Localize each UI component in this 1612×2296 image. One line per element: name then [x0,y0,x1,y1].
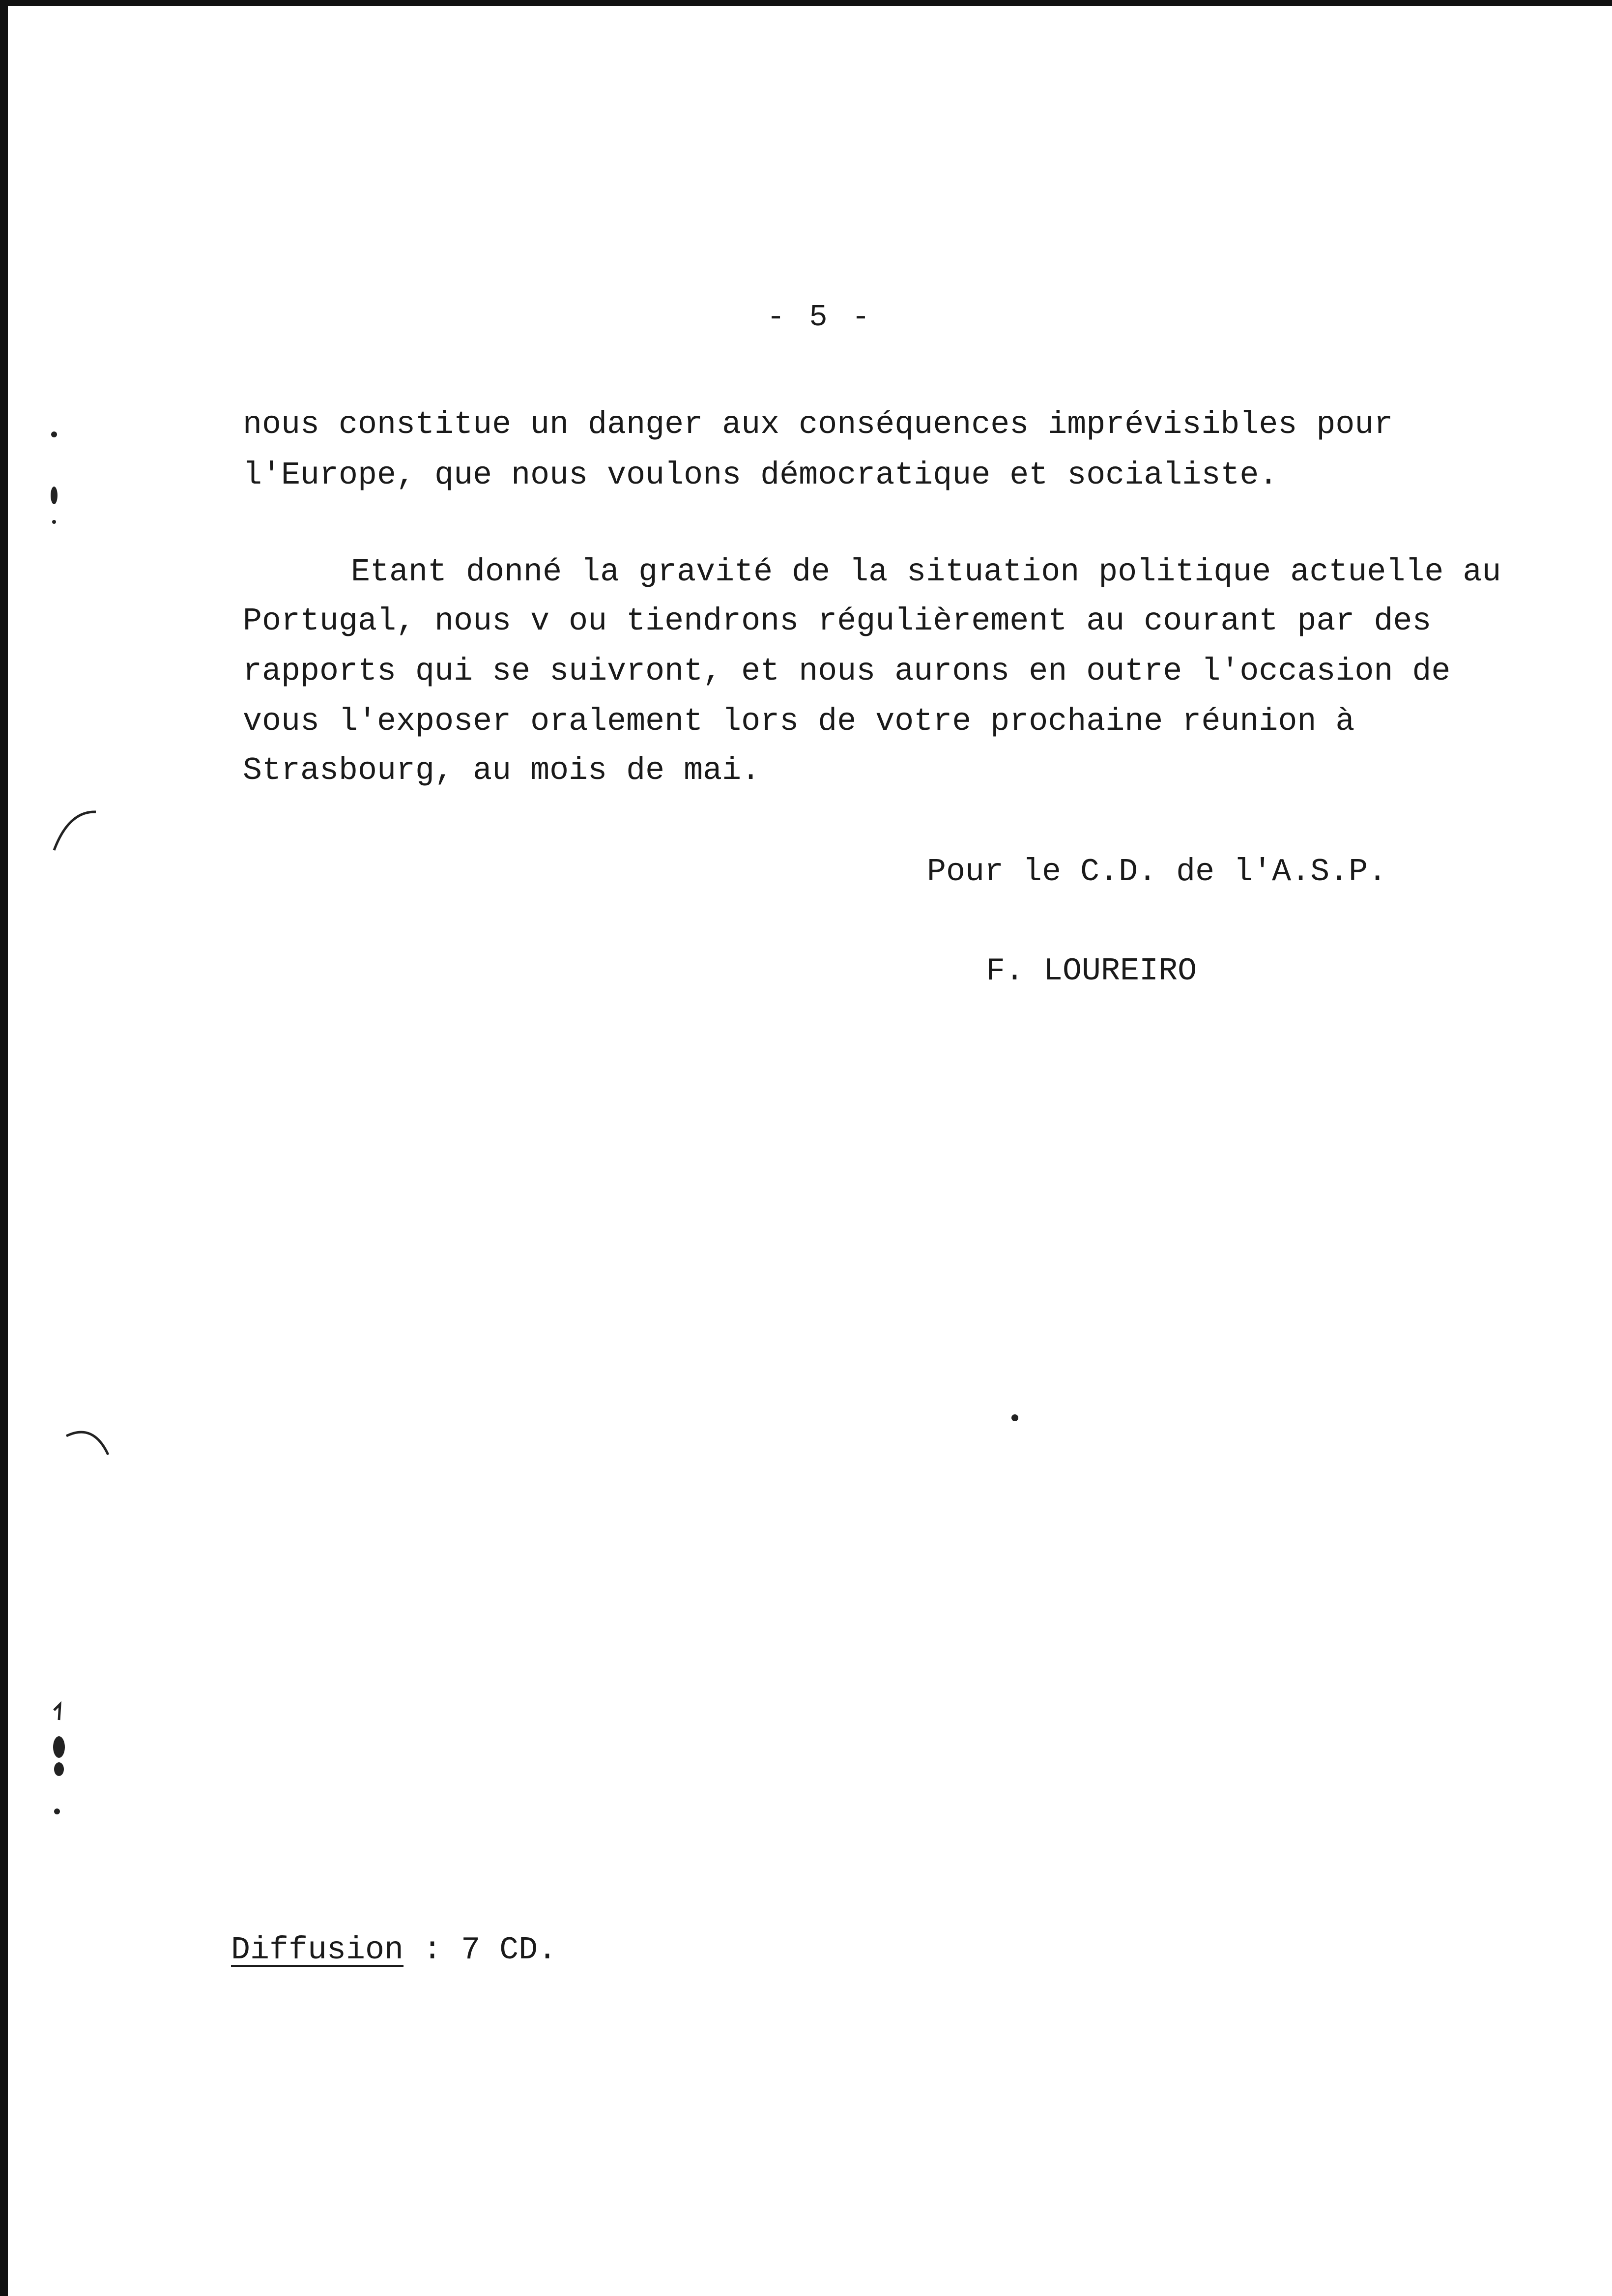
paragraph-2-line-3: rapports qui se suivront, et nous aurons en outre l'occasion de [243,653,1451,689]
scan-arc-mark-upper [49,806,103,855]
diffusion-line [231,1934,557,1966]
scan-arc-mark-lower [64,1425,118,1460]
page-number: - 5 - [767,300,873,335]
signature-for-line: Pour le C.D. de l'A.S.P. [927,854,1387,890]
scan-speck-marks-bottom [44,1700,74,1828]
scan-dot-mark [1008,1410,1022,1425]
paragraph-2-line-1: Etant donné la gravité de la situation politique actuelle au [351,554,1501,590]
paragraph-1-line-1: nous constitue un danger aux conséquences imprévisibles pour [243,406,1393,443]
signature-name: F. LOUREIRO [986,953,1197,989]
paragraph-2-line-5: Strasbourg, au mois de mai. [243,752,761,789]
scan-speck-marks-top [39,423,69,536]
paragraph-2-line-2: Portugal, nous v ou tiendrons régulièrement au courant par des [243,603,1432,639]
diffusion-label: Diffusion [231,1932,404,1968]
paragraph-2-line-4: vous l'exposer oralement lors de votre prochaine réunion à [243,703,1355,740]
paragraph-1-line-2: l'Europe, que nous voulons démocratique et socialiste. [243,457,1278,493]
diffusion-value: : 7 CD. [403,1932,557,1968]
scan-top-edge [0,0,1612,6]
scan-left-edge [0,0,8,2296]
